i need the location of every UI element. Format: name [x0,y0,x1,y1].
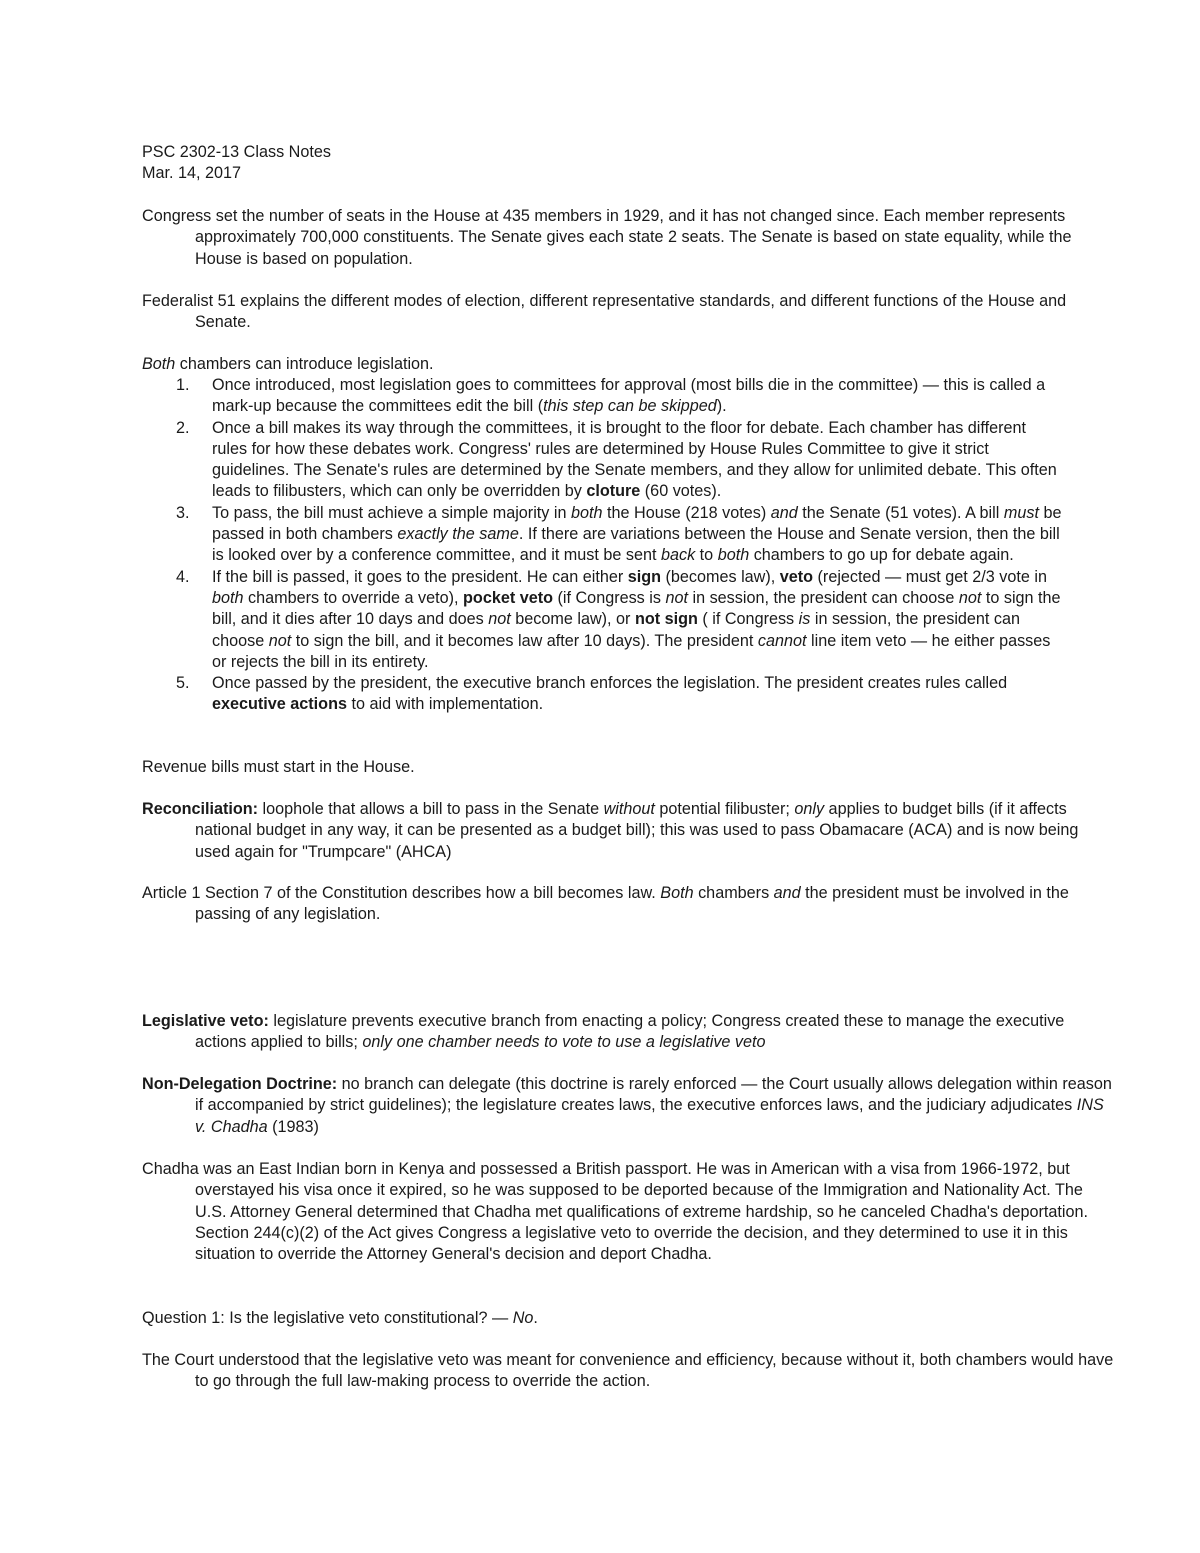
italic-text: not [268,631,292,650]
italic-text: both [212,588,244,607]
text-run: line item veto — he either passes or rejects the bill in its entirety. [212,631,1051,671]
bold-text: pocket veto [463,588,554,607]
text-run: Question 1: Is the legislative veto constitutional? — [142,1309,513,1327]
list-item [142,418,1062,503]
list-item [142,673,1062,716]
text-run: chambers to override a veto), [243,588,464,607]
list-item [142,503,1062,567]
italic-text: No [512,1309,534,1327]
text-run: in session, the president can choose [212,610,1021,650]
text-run: become law), or [510,610,635,629]
italic-text: INS v. Chadha [195,1096,1104,1136]
note-date: Mar. 14, 2017 [142,164,241,182]
italic-text: only [794,800,825,818]
bold-text: executive actions [212,695,347,714]
list-item [142,375,1062,418]
list-number: 1. [176,376,190,394]
italic-text: both [717,546,750,565]
list-item [142,567,1062,673]
text-run: Revenue bills must start in the House. [142,758,415,776]
text-run: Once a bill makes its way through the committees, it is brought to the floor for debate. Each chamber has different rules for how these debates work. Congress' rules are determined by House Rules Committee to give it strict guidelines. The Senate's rules are determined by the Senate members, and they allow for unlimited debate. This often leads to filibusters, which can only be overridden by [212,418,1057,501]
paragraph-revenue-bills [142,757,1115,778]
list-number: 4. [176,567,190,586]
italic-text: is [798,610,811,629]
list-item-text [212,568,1061,671]
italic-text: both [570,503,603,522]
text-run: If the bill is passed, it goes to the president. He can either [212,567,628,586]
text-run: ( if Congress [697,610,799,629]
paragraph-article-1 [142,883,1115,926]
paragraph-court-understood [142,1350,1115,1393]
text-run: ). [716,397,727,416]
text-run: To pass, the bill must achieve a simple majority in [212,503,571,522]
bold-text: Reconciliation: [142,800,259,818]
text-run: in session, the president can choose [687,588,959,607]
text-run: . [533,1309,538,1327]
paragraph-federalist-51 [142,291,1115,334]
bold-text: veto [779,567,814,586]
italic-text: this step can be skipped [543,397,717,416]
list-item-text [212,504,1061,565]
text-run: Federalist 51 explains the different modes of election, different representative standards, and different functions of the House and Senate. [142,292,1067,332]
text-run: Once introduced, most legislation goes to committees for approval (most bills die in the committee) — this is called a mark-up because the committees edit the bill ( [212,376,1046,416]
text-run: the Senate (51 votes). A bill [797,503,1004,522]
bold-text: Legislative veto: [142,1012,269,1030]
course-title: PSC 2302-13 Class Notes [142,143,331,161]
text-run: potential filibuster; [654,800,795,818]
italic-text: exactly the same [397,525,519,544]
text-run: to [695,546,718,565]
text-run: chambers to go up for debate again. [749,546,1014,565]
paragraph-legislative-veto [142,1011,1115,1054]
list-item-text [212,419,1057,501]
text-run: (becomes law), [661,567,780,586]
bold-text: cloture [586,482,641,501]
paragraph-non-delegation [142,1074,1115,1138]
text-run: Once passed by the president, the executive branch enforces the legislation. The president creates rules called [212,674,1008,693]
text-run: The Court understood that the legislative veto was meant for convenience and efficiency, because without it, both chambers would have to go through the full law-making process to override the action. [142,1351,1114,1391]
italic-text: not [665,588,688,607]
text-run: to sign the bill, and it becomes law after 10 days). The president [291,631,758,650]
italic-text: must [1003,503,1039,522]
text-run: to aid with implementation. [346,695,544,714]
text-run: Article 1 Section 7 of the Constitution describes how a bill becomes law. [142,884,661,902]
list-item-text [212,674,1007,713]
text-run: the president must be involved in the passing of any legislation. [195,884,1069,924]
text-run: (60 votes). [640,482,722,501]
text-run: applies to budget bills (if it affects national budget in any way, it can be presented as a budget bill); this was used to pass Obamacare (ACA) and is now being used again for "Trumpcare" (AHCA) [195,800,1079,861]
paragraph-question-1 [142,1308,1115,1329]
text-run: the House (218 votes) [602,503,771,522]
paragraph-chadha [142,1159,1115,1265]
list-item-text [212,376,1045,415]
text-run: be passed in both chambers [212,503,1062,544]
list-number: 5. [176,674,190,693]
text-run: (1983) [267,1117,319,1136]
italic-text: Both [142,355,176,373]
text-run: Chadha was an East Indian born in Kenya and possessed a British passport. He was in American with a visa from 1966-1972, but overstayed his visa once it expired, so he was supposed to be deported because of the Immigration and Nationality Act. The U.S. Attorney General determined that Chadha met qualifications of extreme hardship, so he canceled Chadha's deportation. Section 244(c)(2) of the Act gives Congress a legislative veto to override the decision, and they determined to use it in this situation to override the Attorney General's decision and deport Chadha. [142,1160,1089,1264]
text-run: (rejected — must get 2/3 vote in [813,567,1047,586]
paragraph-house-seats [142,206,1115,270]
bold-text: not sign [634,610,698,629]
italic-text: not [958,588,982,607]
italic-text: Both [660,884,694,902]
bold-text: sign [627,567,661,586]
text-run: no branch can delegate (this doctrine is rarely enforced — the Court usually allows delegation within reason if accompanied by strict guidelines); the legislature creates laws, the executive enforces laws, and the judiciary adjudicates [195,1075,1112,1115]
list-number: 2. [176,418,190,437]
paragraph-both-chambers [142,354,1115,375]
italic-text: back [660,546,696,565]
text-run: legislature prevents executive branch from enacting a policy; Congress created these to manage the executive actions applied to bills; [195,1012,1065,1052]
text-run: loophole that allows a bill to pass in the Senate [258,800,604,818]
italic-text: only one chamber needs to vote to use a legislative veto [362,1033,766,1052]
text-run: . If there are variations between the House and Senate version, then the bill is looked over by a conference committee, and it must be sent [212,525,1060,565]
text-run: chambers [693,884,774,902]
italic-text: cannot [757,631,807,650]
paragraph-reconciliation [142,799,1115,863]
italic-text: without [603,800,655,818]
text-run: chambers can introduce legislation. [175,355,434,373]
text-run: (if Congress is [553,588,666,607]
italic-text: and [770,503,798,522]
italic-text: and [773,884,801,902]
legislative-steps-list [142,375,1062,716]
list-number: 3. [176,503,190,522]
italic-text: not [488,610,511,629]
text-run: Congress set the number of seats in the House at 435 members in 1929, and it has not changed since. Each member represents approximately 700,000 constituents. The Senate gives each state 2 seats. The Senate is based on state equality, while the House is based on population. [142,207,1072,268]
text-run: to sign the bill, and it dies after 10 days and does [212,588,1061,629]
bold-text: Non-Delegation Doctrine: [142,1075,338,1093]
